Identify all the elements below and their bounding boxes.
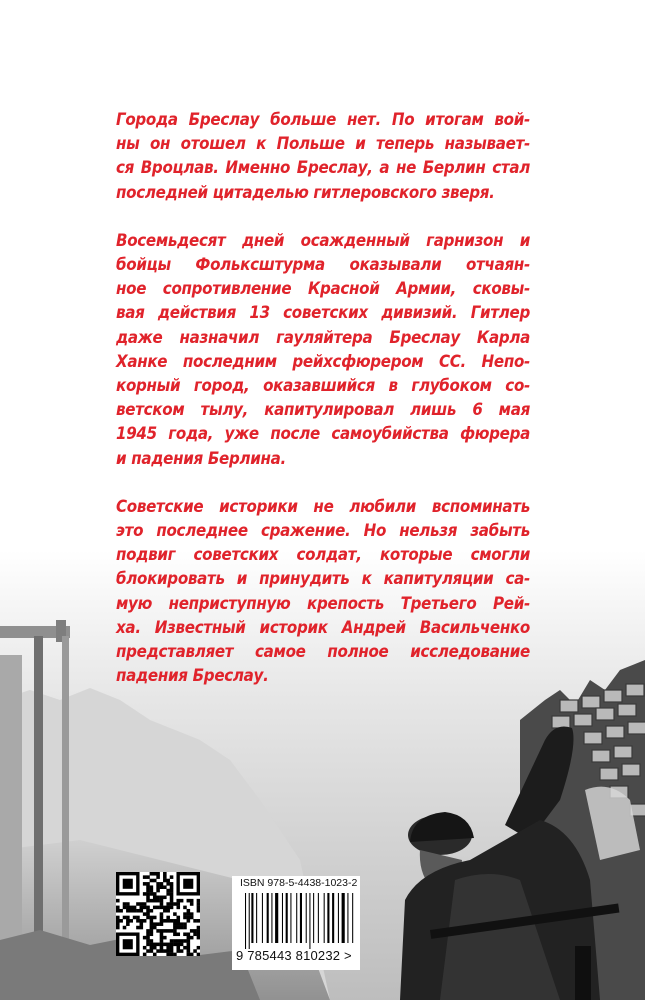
text-line: блокировать и принудить к капитуляции са- bbox=[116, 568, 530, 589]
barcode bbox=[245, 893, 355, 949]
text-line: ное сопротивление Красной Армии, сковы- bbox=[116, 278, 530, 299]
text-line: ветском тылу, капитулировал лишь 6 мая bbox=[116, 399, 530, 420]
text-line: бойцы Фольксштурма оказывали отчаян- bbox=[116, 254, 530, 275]
text-line: подвиг советских солдат, которые смогли bbox=[116, 544, 530, 565]
text-line: Восемьдесят дней осажденный гарнизон и bbox=[116, 229, 530, 250]
blurb-paragraph-3 bbox=[116, 494, 530, 688]
text-line: корный город, оказавшийся в глубоком со- bbox=[116, 375, 530, 396]
text-line: Города Бреслау больше нет. По итогам вой- bbox=[116, 109, 530, 129]
text-line: и падения Берлина. bbox=[116, 447, 286, 468]
text-line: Советские историки не любили вспоминать bbox=[116, 495, 530, 516]
isbn-label: ISBN 978-5-4438-1023-2 bbox=[240, 877, 358, 889]
text-line: представляет самое полное исследование bbox=[116, 641, 530, 662]
text-line: вая действия 13 советских дивизий. Гитлер bbox=[116, 302, 530, 323]
text-line: ны он отошел к Польше и теперь называет- bbox=[116, 133, 530, 154]
blurb-paragraph-1 bbox=[116, 107, 530, 204]
text-line: ся Вроцлав. Именно Бреслау, а не Берлин стал bbox=[116, 157, 530, 178]
text-line: это последнее сражение. Но нельзя забыть bbox=[116, 520, 530, 541]
text-line: падения Бреслау. bbox=[116, 665, 269, 686]
text-line: последней цитаделью гитлеровского зверя. bbox=[116, 181, 495, 202]
text-line: даже назначил гауляйтера Бреслау Карла bbox=[116, 326, 530, 347]
qr-code bbox=[116, 872, 200, 956]
text-line: 1945 года, уже после самоубийства фюрера bbox=[116, 423, 530, 444]
text-line: Ханке последним рейхсфюрером СС. Непо- bbox=[116, 350, 530, 371]
text-line: ха. Известный историк Андрей Васильченко bbox=[116, 616, 530, 637]
text-line: мую неприступную крепость Третьего Рей- bbox=[116, 592, 530, 613]
blurb-paragraph-2 bbox=[116, 228, 530, 470]
barcode-digits: 9 785443 810232 > bbox=[236, 948, 352, 963]
blurb-text bbox=[116, 107, 530, 711]
